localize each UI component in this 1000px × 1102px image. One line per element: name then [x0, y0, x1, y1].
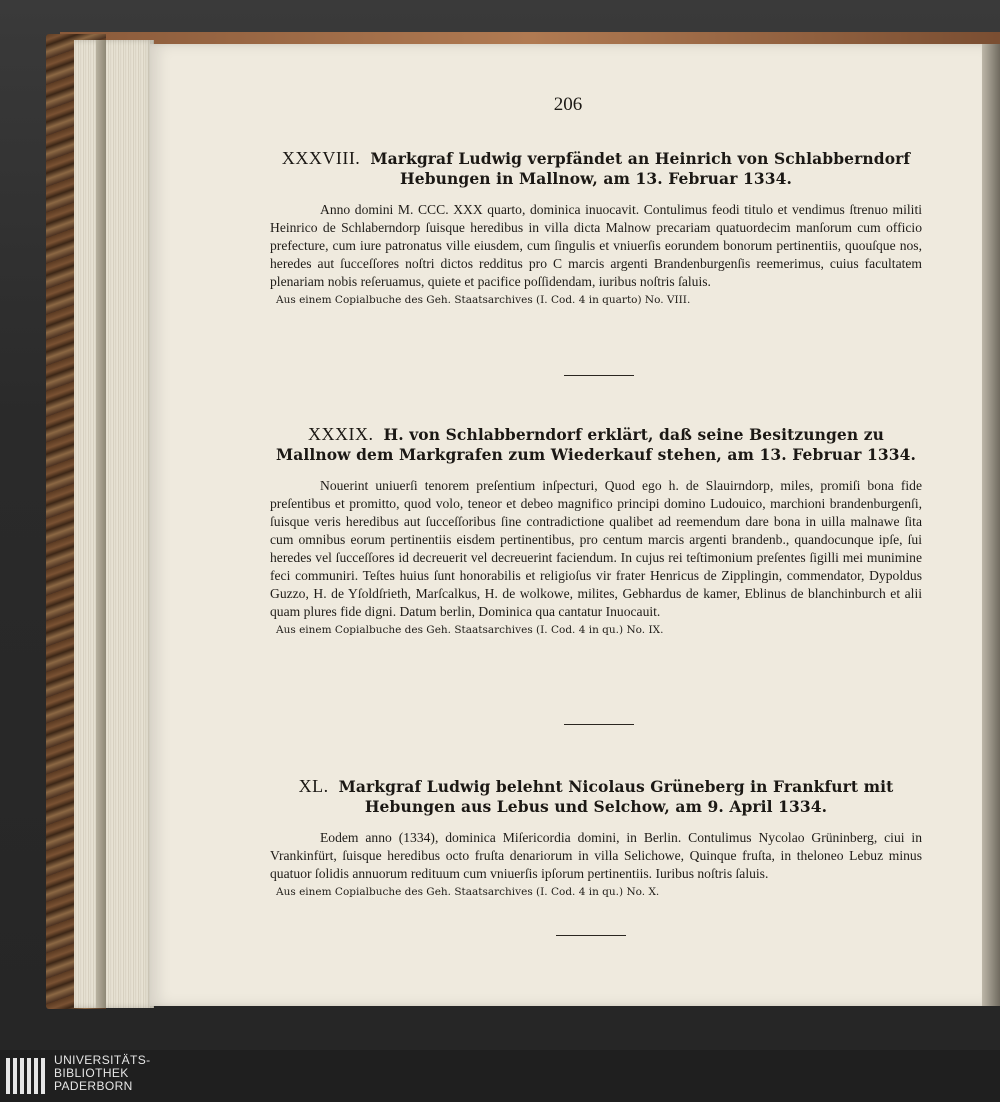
- library-logo-icon: [6, 1056, 46, 1096]
- logo-line: BIBLIOTHEK: [54, 1066, 129, 1080]
- page-number: 206: [553, 94, 583, 115]
- document-title: Markgraf Ludwig belehnt Nicolaus Grüneberg in Frankfurt mit Hebungen aus Lebus und Selchow, am 9. April 1334.: [338, 777, 894, 816]
- document-heading: [270, 424, 922, 465]
- document-xxxviii: [270, 148, 922, 306]
- document-text: [270, 201, 922, 291]
- document-body: Eodem anno (1334), dominica Miſericordia domini, in Berlin. Contulimus Nycolao Grüninberg, ciui in Vrankinfürt, ſuisque heredibus octo fruſta denariorum in villa Selichowe, Quinque fruſta, in theloneo Lebuz minus quatuor ſolidis annuorum redituum cum vniuerſis ipſorum pertinentiis. Iuribus noſtris ſaluis.: [270, 830, 922, 881]
- document-xxxix: [270, 424, 922, 636]
- section-divider: [564, 724, 634, 725]
- library-logo-text: [54, 1054, 151, 1093]
- section-divider: [564, 375, 634, 376]
- document-body: Nouerint uniuerſi tenorem preſentium inſpecturi, Quod ego h. de Slauirndorp, miles, promiſi bona fide preſentibus et promitto, quod volo, teneor et debeo magnifico principi domino Ludouico, marchioni brandenburgenſi, ſuisque veris heredibus aut ſucceſſoribus ſine contradictione qualibet ad reemendum dare bona in uilla malnawe ſita cum omnibus eorum pertinentiis eisdem pertinentibus, pro centum marcis argenti brandenb., quandocunque ipſe, ſui heredes vel ſucceſſores id decreuerit vel decreuerint faciendum. In cujus rei teſtimonium preſentes ſigilli mei munimine feci communiri. Teſtes huius ſunt honorabilis et religioſus vir frater Henricus de Zipplingin, commendator, Dypoldus Guzzo, H. de Yſoldſrieth, Marſcalkus, H. de wolkowe, milites, Gebhardus de kamer, Eblinus de blanchinburch et alii quam plures fide digni. Datum berlin, Dominica qua cantatur Inuocauit.: [270, 478, 922, 619]
- document-title: Markgraf Ludwig verpfändet an Heinrich von Schlabberndorf Hebungen in Mallnow, am 13. Februar 1334.: [370, 149, 911, 188]
- document-title: H. von Schlabberndorf erklärt, daß seine Besitzungen zu Mallnow dem Markgrafen zum Wiederkauf stehen, am 13. Februar 1334.: [275, 425, 917, 464]
- document-body: Anno domini M. CCC. XXX quarto, dominica inuocavit. Contulimus feodi titulo et vendimus ſtrenuo militi Heinrico de Schlaberndorp ſuisque heredibus in villa dicta Malnow precariam quatuordecim manſorum cum officio prefecture, cum iure patronatus ville eiusdem, cum ſingulis et vniuerſis eorundem bonorum pertinentiis, quouſque nos, heredes aut ſucceſſores noſtri dictos redditus pro C marcis argenti Brandenburgenſis reemerimus, cuius facultatem plenariam nobis reſeruamus, quiete et pacifice poſſidendam, iuribus noſtris ſaluis.: [270, 202, 922, 289]
- document-heading: [270, 148, 922, 189]
- section-divider: [556, 935, 626, 936]
- document-text: [270, 477, 922, 621]
- document-source: Aus einem Copialbuche des Geh. Staatsarchives (I. Cod. 4 in quarto) No. VIII.: [276, 294, 691, 306]
- book-page: [150, 44, 986, 1006]
- document-number: XXXVIII.: [281, 148, 361, 168]
- document-heading: [270, 776, 922, 817]
- document-source: Aus einem Copialbuche des Geh. Staatsarchives (I. Cod. 4 in qu.) No. X.: [276, 886, 660, 898]
- page-edges: [74, 40, 154, 1008]
- logo-line: PADERBORN: [54, 1079, 133, 1093]
- document-number: XXXIX.: [307, 424, 374, 444]
- logo-line: UNIVERSITÄTS-: [54, 1053, 151, 1067]
- document-number: XL.: [298, 776, 329, 796]
- document-text: [270, 829, 922, 883]
- document-xl: [270, 776, 922, 898]
- page-gutter-shadow: [982, 44, 1000, 1006]
- document-source: Aus einem Copialbuche des Geh. Staatsarchives (I. Cod. 4 in qu.) No. IX.: [276, 624, 664, 636]
- footer-bar: [0, 1050, 1000, 1102]
- page-edge-shadow: [96, 40, 106, 1008]
